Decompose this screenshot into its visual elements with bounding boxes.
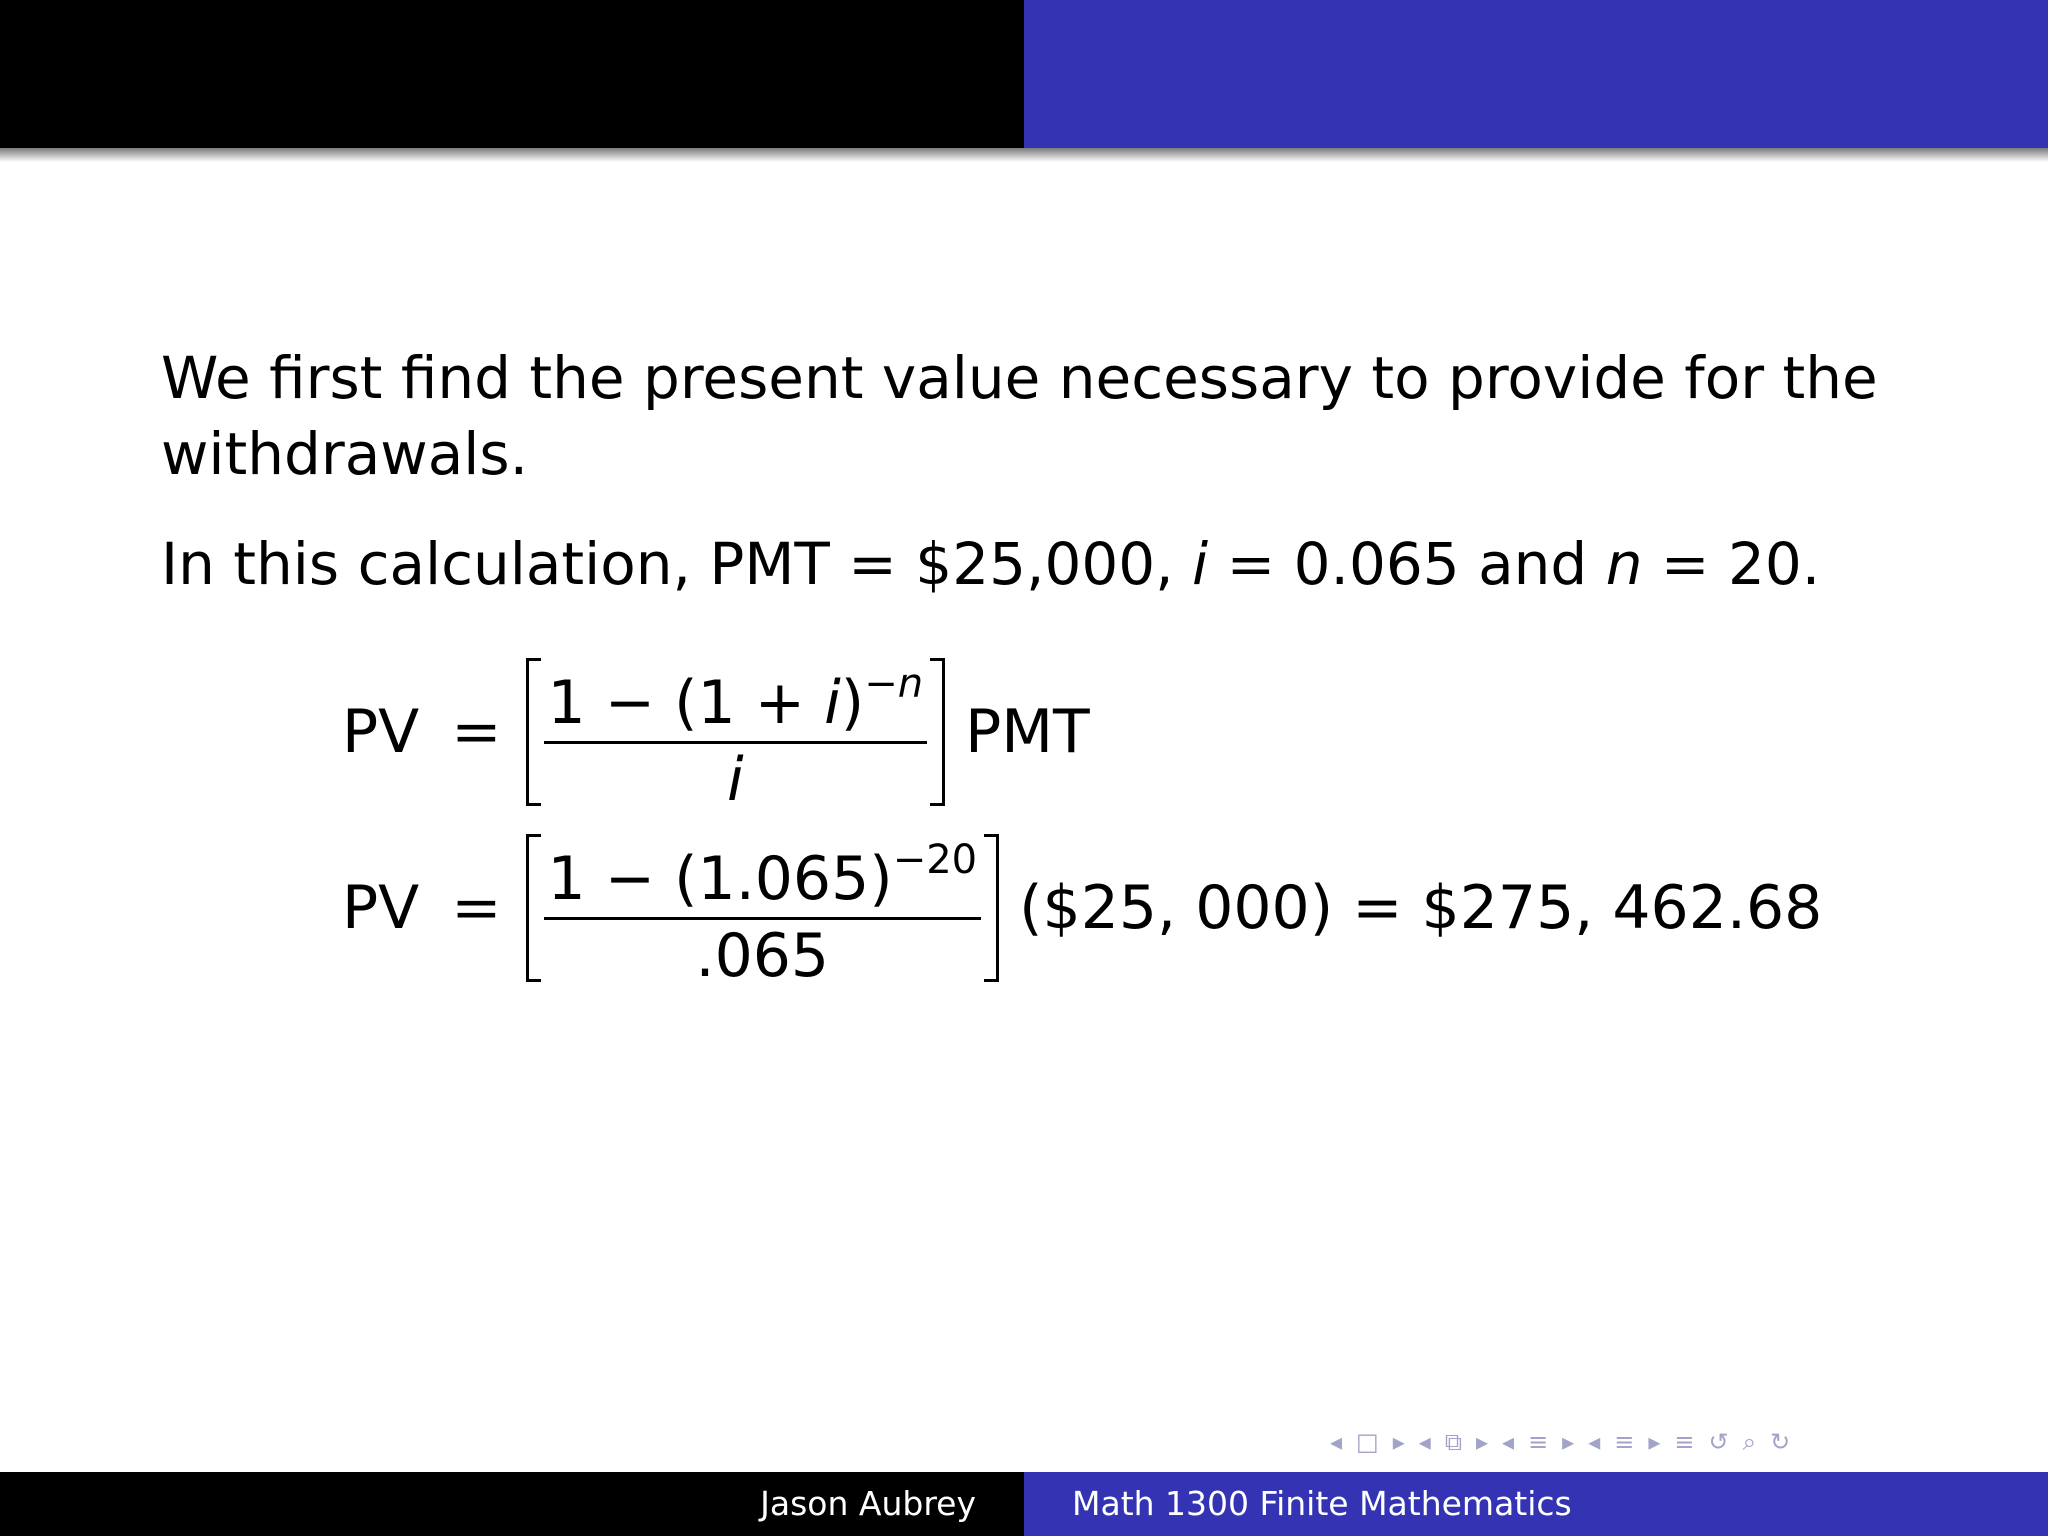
equation-equals: = (451, 697, 502, 767)
paragraph-intro-line2: withdrawals. (161, 420, 529, 488)
equation-result: ($25, 000) = $275, 462.68 (1019, 873, 1823, 943)
nav-back-icon[interactable]: ↺ (1708, 1428, 1729, 1456)
nav-slide-icon[interactable]: ⧉ (1444, 1428, 1462, 1456)
header-blue-panel (1024, 0, 2048, 148)
equals-sign: = (1660, 530, 1710, 598)
footer-author: Jason Aubrey (760, 1484, 976, 1523)
nav-subsection-icon[interactable]: ≡ (1528, 1428, 1549, 1456)
nav-next-slide-icon[interactable]: ▸ (1475, 1428, 1489, 1456)
fraction-denominator: i (726, 745, 744, 815)
parameters-prefix: In this calculation, PMT = $25,000, (161, 530, 1174, 598)
footer-left (0, 1472, 1024, 1536)
bracket-group (526, 826, 1000, 990)
exponent: −20 (892, 837, 978, 883)
nav-next-subsection-icon[interactable]: ▸ (1562, 1428, 1575, 1456)
fraction-numerator: $1 - (1.065)^{-20}$ (547, 837, 978, 914)
nav-prev-section-icon[interactable]: ◂ (1588, 1428, 1601, 1456)
nav-next-frame-icon[interactable]: ▸ (1392, 1428, 1405, 1456)
header-shadow (0, 148, 2048, 162)
nav-document-icon[interactable]: ≡ (1674, 1428, 1695, 1456)
footer-right (1024, 1472, 2048, 1536)
fraction-numerator: $1 - (1 + i)^{-n}$ (547, 661, 924, 738)
equation-lhs: PV (342, 873, 420, 943)
nav-frame-icon[interactable]: □ (1356, 1428, 1379, 1456)
nav-prev-slide-icon[interactable]: ◂ (1418, 1428, 1431, 1456)
nav-prev-frame-icon[interactable]: ◂ (1330, 1428, 1343, 1456)
beamer-navigation-bar (1330, 1424, 1804, 1460)
fraction (544, 650, 928, 814)
paragraph-parameters (161, 526, 1820, 602)
i-value: 0.065 and (1293, 530, 1588, 598)
equation-equals: = (451, 873, 502, 943)
fraction (544, 826, 982, 990)
var-i: i (1192, 530, 1209, 598)
equation-pv-computed (342, 828, 1823, 991)
header-sections-panel (0, 0, 1024, 148)
nav-next-section-icon[interactable]: ▸ (1648, 1428, 1661, 1456)
equation-rhs: PMT (965, 697, 1090, 767)
var-n: n (1605, 530, 1643, 598)
nav-forward-icon[interactable]: ↻ (1770, 1428, 1791, 1456)
exponent: −n (864, 661, 924, 707)
slide-header (0, 0, 2048, 148)
equation-lhs: PV (342, 697, 420, 767)
bracket-group (526, 650, 946, 814)
paragraph-intro-line1: We first find the present value necessary to provide for the (161, 344, 1878, 412)
nav-section-icon[interactable]: ≡ (1614, 1428, 1635, 1456)
footer-course: Math 1300 Finite Mathematics (1072, 1484, 1572, 1523)
nav-prev-subsection-icon[interactable]: ◂ (1502, 1428, 1515, 1456)
nav-search-icon[interactable]: ⌕ (1742, 1428, 1757, 1456)
fraction-denominator: .065 (695, 921, 830, 991)
equation-pv-formula (342, 652, 1090, 815)
n-value: 20. (1727, 530, 1821, 598)
equals-sign: = (1226, 530, 1276, 598)
